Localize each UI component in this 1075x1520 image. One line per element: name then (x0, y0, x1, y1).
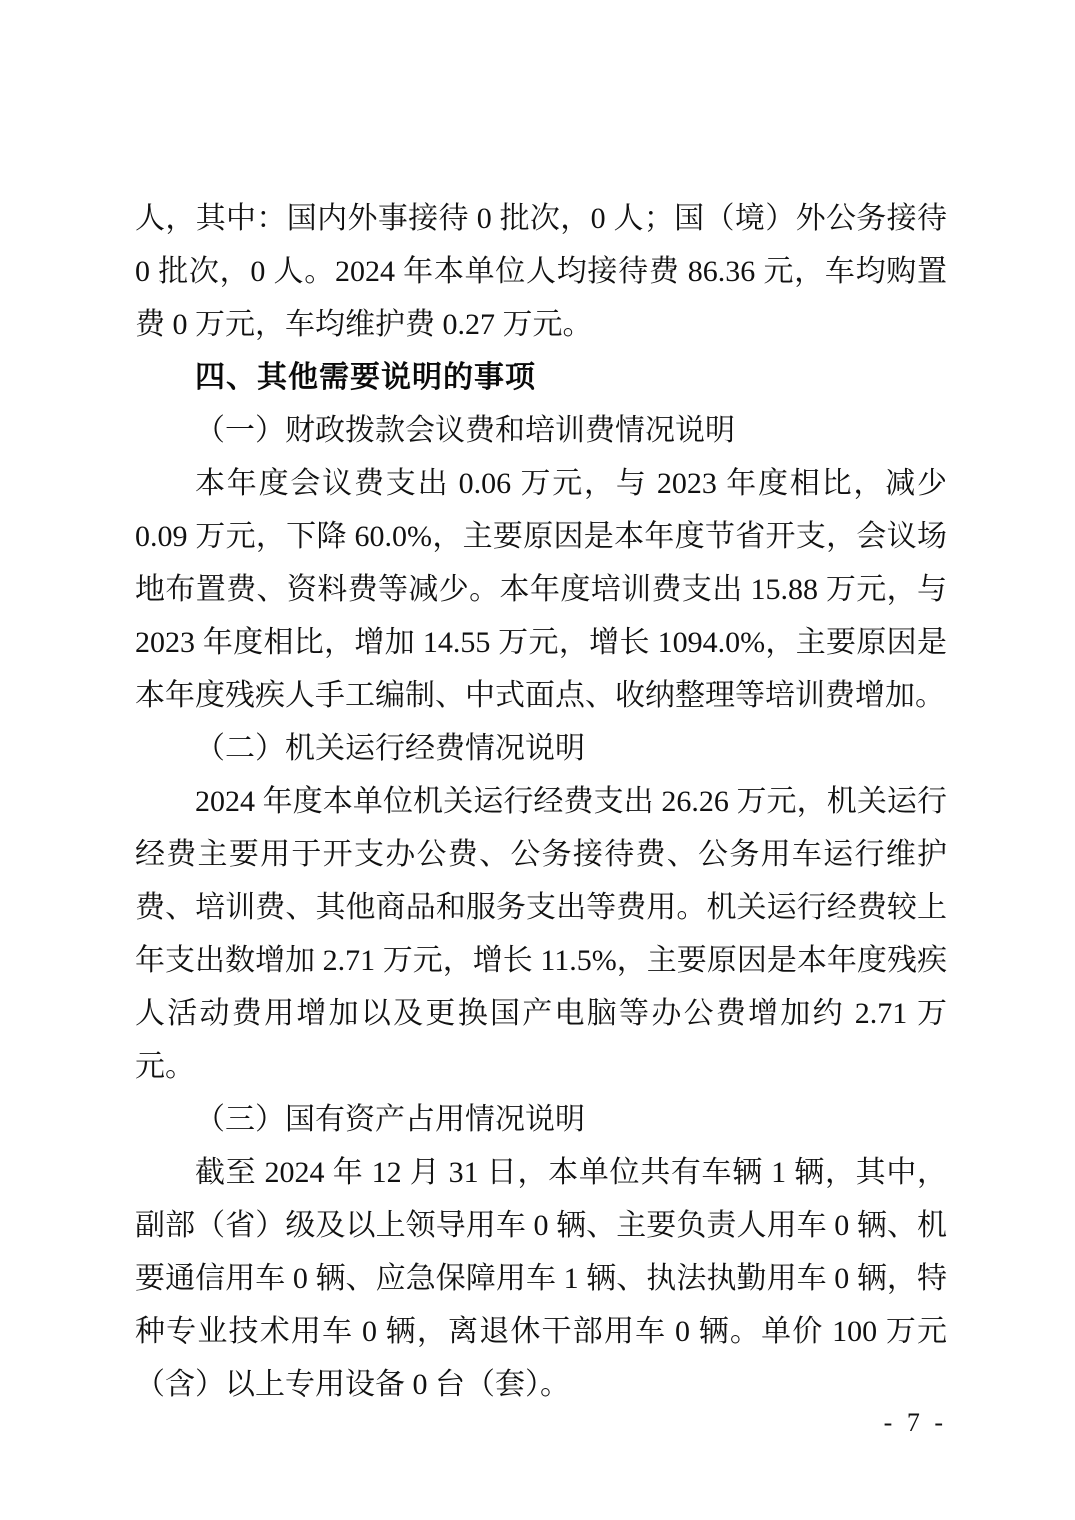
subsection-paragraph-3: 截至 2024 年 12 月 31 日，本单位共有车辆 1 辆，其中，副部（省）级及以上领导用车 0 辆、主要负责人用车 0 辆、机要通信用车 0 辆、应急保障用车 1 辆、执法执勤用车 0 辆，特种专业技术用车 0 辆，离退休干部用车 0 辆。单价 100 万元（含）以上专用设备 0 台（套）。 (135, 1156, 947, 1401)
page-number: - 7 - (883, 1408, 947, 1437)
continuation-paragraph: 人，其中：国内外事接待 0 批次，0 人；国（境）外公务接待 0 批次，0 人。2024 年本单位人均接待费 86.36 元，车均购置费 0 万元，车均维护费 0.27 万元。 (135, 202, 947, 341)
subsection-operating-expense (135, 722, 947, 1093)
subsection-meeting-training (135, 404, 947, 722)
subsection-heading-1: （一）财政拨款会议费和培训费情况说明 (195, 414, 735, 447)
document-body (135, 192, 947, 1411)
subsection-paragraph-2: 2024 年度本单位机关运行经费支出 26.26 万元，机关运行经费主要用于开支办公费、公务接待费、公务用车运行维护费、培训费、其他商品和服务支出等费用。机关运行经费较上年支出数增加 2.71 万元，增长 11.5%，主要原因是本年度残疾人活动费用增加以及更换国产电脑等办公费增加约 2.71 万元。 (135, 785, 947, 1083)
subsection-state-assets (135, 1093, 947, 1411)
subsection-paragraph-1: 本年度会议费支出 0.06 万元，与 2023 年度相比，减少 0.09 万元，下降 60.0%，主要原因是本年度节省开支，会议场地布置费、资料费等减少。本年度培训费支出 15.88 万元，与 2023 年度相比，增加 14.55 万元，增长 1094.0%，主要原因是本年度残疾人手工编制、中式面点、收纳整理等培训费增加。 (135, 467, 947, 712)
section-heading: 四、其他需要说明的事项 (195, 361, 536, 394)
subsection-heading-3: （三）国有资产占用情况说明 (195, 1103, 585, 1136)
subsection-heading-2: （二）机关运行经费情况说明 (195, 732, 585, 765)
